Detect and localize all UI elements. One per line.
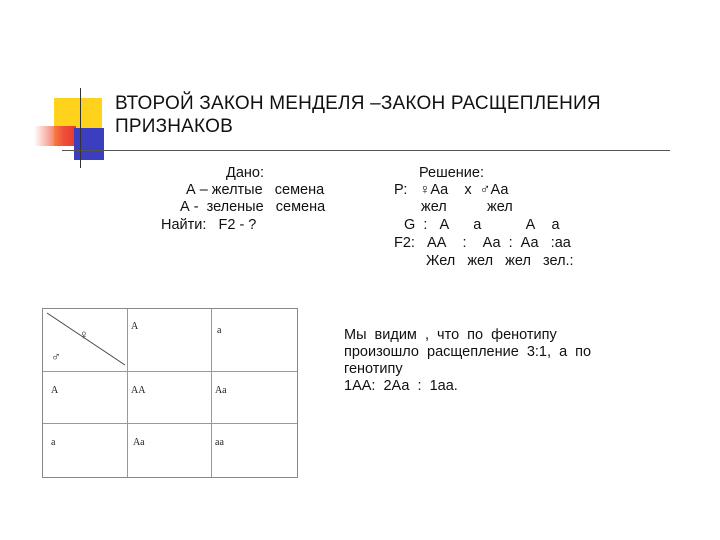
- punnett-col-divider-1: [127, 309, 128, 477]
- punnett-cell: Аа: [133, 437, 145, 448]
- punnett-cell: Аа: [215, 385, 227, 396]
- punnett-square: [42, 308, 298, 478]
- conclusion-line: 1АА: 2Аа : 1аа.: [344, 378, 458, 394]
- solution-parents: Р: ♀Аа х ♂Аа: [394, 182, 509, 198]
- conclusion-text: [344, 327, 644, 395]
- conclusion-line: генотипу: [344, 361, 403, 377]
- decorative-blue-square: [74, 128, 104, 160]
- slide-title: [115, 92, 601, 138]
- solution-heading: Решение:: [419, 165, 484, 181]
- solution-parents-phenotype: жел жел: [421, 199, 513, 215]
- solution-f2-phenotype: Жел жел жел зел.:: [426, 253, 574, 269]
- punnett-row-gamete: А: [51, 385, 59, 396]
- punnett-col-divider-2: [211, 309, 212, 477]
- conclusion-line: произошло расщепление 3:1, а по: [344, 344, 592, 360]
- punnett-col-header: а: [217, 325, 222, 336]
- punnett-row-gamete: а: [51, 437, 56, 448]
- slide-title-line2: ПРИЗНАКОВ: [115, 116, 233, 137]
- punnett-col-header: А: [131, 321, 139, 332]
- conclusion-line: Мы видим , что по фенотипу: [344, 327, 557, 343]
- title-underline: [62, 150, 670, 151]
- slide-title-line1: ВТОРОЙ ЗАКОН МЕНДЕЛЯ –ЗАКОН РАСЩЕПЛЕНИЯ: [115, 93, 601, 114]
- female-symbol-icon: ♀: [79, 327, 89, 342]
- punnett-cell: аа: [215, 437, 224, 448]
- given-heading: Дано:: [226, 165, 264, 181]
- decorative-red-bar: [34, 126, 76, 146]
- male-symbol-icon: ♂: [51, 349, 61, 364]
- given-line-yellow: А – желтые семена: [186, 182, 325, 198]
- solution-gametes: G : А а А а: [404, 217, 560, 233]
- punnett-row-divider-1: [43, 371, 297, 372]
- punnett-row-divider-2: [43, 423, 297, 424]
- decorative-vertical-line: [80, 88, 81, 168]
- given-find: Найти: F2 - ?: [161, 217, 257, 233]
- given-line-green: А - зеленые семена: [180, 199, 326, 215]
- punnett-cell: АА: [131, 385, 146, 396]
- solution-f2: F2: АА : Аа : Аа :аа: [394, 235, 571, 251]
